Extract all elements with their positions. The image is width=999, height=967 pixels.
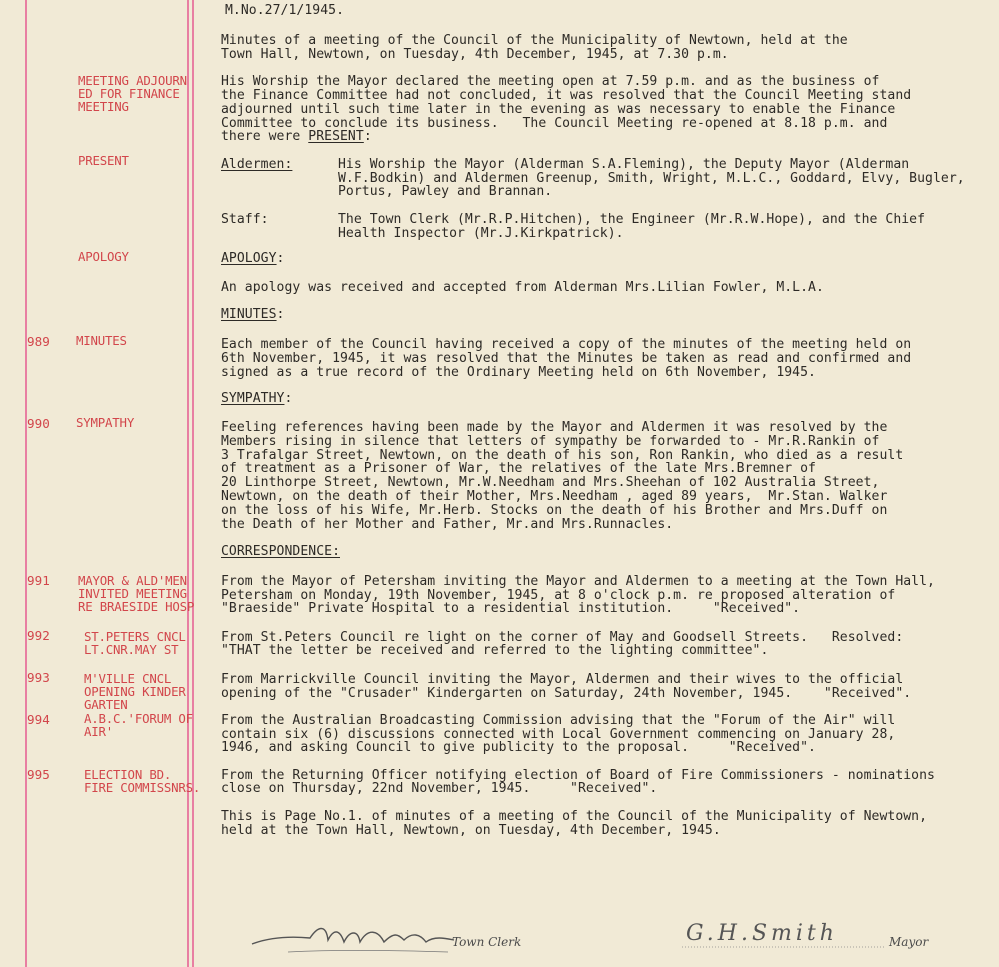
apology-text: An apology was received and accepted from Alderman Mrs.Lilian Fowler, M.L.A. bbox=[221, 280, 824, 295]
minutes-line-2: 6th November, 1945, it was resolved that the Minutes be taken as read and confirmed and bbox=[221, 351, 912, 366]
margin-mville-3: GARTEN bbox=[84, 697, 128, 712]
meeting-heading-1: Minutes of a meeting of the Council of the Municipality of Newtown, held at the bbox=[221, 33, 848, 48]
item-number-993: 993 bbox=[27, 670, 50, 685]
margin-stpeters-2: LT.CNR.MAY ST bbox=[84, 642, 179, 657]
adjourn-line-2: the Finance Committee had not concluded, it was resolved that the Council Meeting stand bbox=[221, 88, 912, 103]
margin-election-2: FIRE COMMISSNRS. bbox=[84, 780, 201, 795]
c994-line-1: From the Australian Broadcasting Commission advising that the "Forum of the Air" will bbox=[221, 713, 896, 728]
minutes-line-3: signed as a true record of the Ordinary Meeting held on 6th November, 1945. bbox=[221, 365, 816, 380]
c993-line-2: opening of the "Crusader" Kindergarten on Saturday, 24th November, 1945. "Received". bbox=[221, 686, 912, 701]
adjourn-line-4: Committee to conclude its business. The Council Meeting re-opened at 8.18 p.m. and bbox=[221, 116, 888, 131]
sympathy-heading: SYMPATHY: bbox=[221, 391, 293, 406]
mayor-signature: G.H.Smith bbox=[686, 921, 838, 946]
aldermen-line-2: W.F.Bodkin) and Aldermen Greenup, Smith, Wright, M.L.C., Goddard, Elvy, Bugler, bbox=[338, 171, 965, 186]
margin-adjourn-3: MEETING bbox=[78, 99, 129, 114]
margin-adjourn-2: ED FOR FINANCE bbox=[78, 86, 180, 101]
sympathy-line-8: the Death of her Mother and Father, Mr.and Mrs.Runnacles. bbox=[221, 517, 674, 532]
sympathy-line-2: Members rising in silence that letters of sympathy be forwarded to - Mr.R.Rankin of bbox=[221, 434, 880, 449]
c991-line-3: "Braeside" Private Hospital to a residential institution. "Received". bbox=[221, 601, 801, 616]
staff-label: Staff: bbox=[221, 212, 269, 227]
staff-line-2: Health Inspector (Mr.J.Kirkpatrick). bbox=[338, 226, 624, 241]
margin-apology: APOLOGY bbox=[78, 249, 129, 264]
apology-heading: APOLOGY: bbox=[221, 251, 285, 266]
margin-present: PRESENT bbox=[78, 153, 129, 168]
aldermen-label: Aldermen: bbox=[221, 157, 293, 172]
margin-mville-1: M'VILLE CNCL bbox=[84, 671, 172, 686]
margin-stpeters-1: ST.PETERS CNCL bbox=[84, 629, 186, 644]
town-clerk-label: Town Clerk bbox=[452, 935, 522, 949]
mayor-label: Mayor bbox=[889, 935, 929, 949]
mayor-signature-line bbox=[680, 944, 890, 950]
margin-mayor-3: RE BRAESIDE HOSP bbox=[78, 599, 195, 614]
c994-line-3: 1946, and asking Council to give publicity to the proposal. "Received". bbox=[221, 740, 816, 755]
apology-heading-text: APOLOGY bbox=[221, 251, 277, 266]
sympathy-line-7: on the loss of his Wife, Mr.Herb. Stocks on the death of his Brother and Mrs.Duff on bbox=[221, 503, 888, 518]
margin-mville-2: OPENING KINDER bbox=[84, 684, 186, 699]
sympathy-line-1: Feeling references having been made by the Mayor and Aldermen it was resolved by the bbox=[221, 420, 888, 435]
margin-election-1: ELECTION BD. bbox=[84, 767, 172, 782]
staff-line-1: The Town Clerk (Mr.R.P.Hitchen), the Engineer (Mr.R.W.Hope), and the Chief bbox=[338, 212, 926, 227]
c995-line-1: From the Returning Officer notifying election of Board of Fire Commissioners - nominations bbox=[221, 768, 935, 783]
adjourn-line-5 bbox=[221, 130, 372, 144]
sympathy-heading-text: SYMPATHY bbox=[221, 391, 285, 406]
adjourn-line-1: His Worship the Mayor declared the meeting open at 7.59 p.m. and as the business of bbox=[221, 74, 880, 89]
margin-adjourn-1: MEETING ADJOURN bbox=[78, 73, 187, 88]
item-number-989: 989 bbox=[27, 334, 50, 349]
sympathy-line-6: Newtown, on the death of their Mother, Mrs.Needham , aged 89 years, Mr.Stan. Walker bbox=[221, 489, 888, 504]
margin-rule-inner bbox=[187, 0, 189, 967]
adjourn-line-5-text: there were bbox=[221, 129, 309, 144]
item-number-990: 990 bbox=[27, 416, 50, 431]
adjourn-line-3: adjourned until such time later in the evening as was necessary to enable the Finance bbox=[221, 102, 896, 117]
margin-mayor-1: MAYOR & ALD'MEN bbox=[78, 573, 187, 588]
present-colon: : bbox=[363, 129, 372, 144]
margin-minutes: MINUTES bbox=[76, 333, 127, 348]
footer-line-1: This is Page No.1. of minutes of a meeting of the Council of the Municipality of Newtown, bbox=[221, 809, 928, 824]
minute-ref: M.No.27/1/1945. bbox=[225, 3, 344, 18]
item-number-995: 995 bbox=[27, 767, 50, 782]
meeting-heading-2: Town Hall, Newtown, on Tuesday, 4th December, 1945, at 7.30 p.m. bbox=[221, 47, 729, 62]
aldermen-line-1: His Worship the Mayor (Alderman S.A.Fleming), the Deputy Mayor (Alderman bbox=[338, 157, 910, 172]
c992-line-2: "THAT the letter be received and referred to the lighting committee". bbox=[221, 643, 769, 658]
town-clerk-signature bbox=[248, 918, 458, 956]
c994-line-2: contain six (6) discussions connected with Local Government commencing on January 28, bbox=[221, 727, 896, 742]
margin-abc-1: A.B.C.'FORUM OF bbox=[84, 711, 193, 726]
c991-line-1: From the Mayor of Petersham inviting the Mayor and Aldermen to a meeting at the Town Hall, bbox=[221, 574, 935, 589]
sympathy-line-5: 20 Linthorpe Street, Newtown, Mr.W.Needham and Mrs.Sheehan of 102 Australia Street, bbox=[221, 475, 880, 490]
sympathy-line-3: 3 Trafalgar Street, Newtown, on the death of his son, Ron Rankin, who died as a result bbox=[221, 448, 904, 463]
footer-line-2: held at the Town Hall, Newtown, on Tuesday, 4th December, 1945. bbox=[221, 823, 721, 838]
item-number-991: 991 bbox=[27, 573, 50, 588]
c995-line-2: close on Thursday, 22nd November, 1945. "Received". bbox=[221, 781, 658, 796]
item-number-994: 994 bbox=[27, 712, 50, 727]
margin-mayor-2: INVITED MEETING bbox=[78, 586, 187, 601]
aldermen-line-3: Portus, Pawley and Brannan. bbox=[338, 184, 553, 199]
margin-sympathy: SYMPATHY bbox=[76, 415, 135, 430]
c991-line-2: Petersham on Monday, 19th November, 1945, at 8 o'clock p.m. re proposed alteration of bbox=[221, 588, 896, 603]
c993-line-1: From Marrickville Council inviting the Mayor, Aldermen and their wives to the official bbox=[221, 672, 904, 687]
minutes-heading-text: MINUTES bbox=[221, 307, 277, 322]
margin-abc-2: AIR' bbox=[84, 724, 114, 739]
minutes-heading: MINUTES: bbox=[221, 307, 285, 322]
correspondence-heading: CORRESPONDENCE: bbox=[221, 544, 340, 559]
margin-rule-inner-2 bbox=[192, 0, 194, 967]
present-word: PRESENT bbox=[308, 129, 364, 144]
item-number-992: 992 bbox=[27, 628, 50, 643]
minutes-line-1: Each member of the Council having received a copy of the minutes of the meeting held on bbox=[221, 337, 912, 352]
sympathy-line-4: of treatment as a Prisoner of War, the relatives of the late Mrs.Bremner of bbox=[221, 461, 816, 476]
c992-line-1: From St.Peters Council re light on the corner of May and Goodsell Streets. Resolved: bbox=[221, 630, 904, 645]
margin-rule-left bbox=[25, 0, 27, 967]
